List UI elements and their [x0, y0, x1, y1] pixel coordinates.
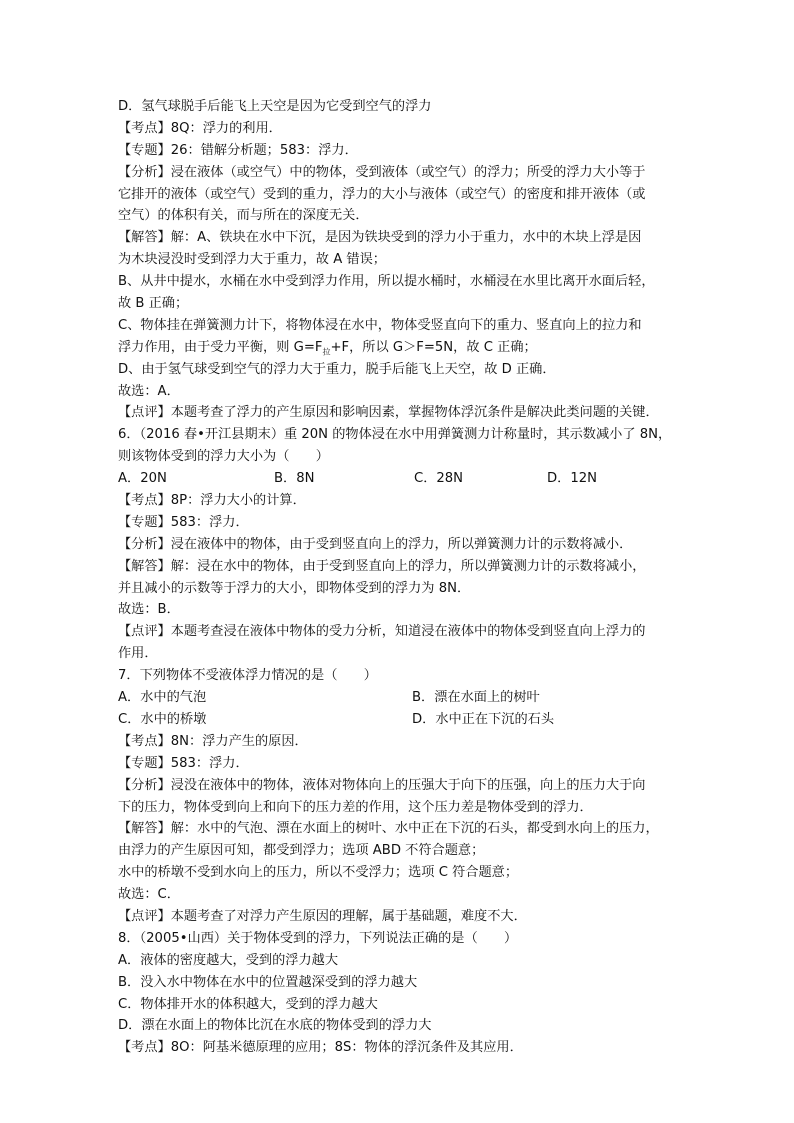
q6-options: [118, 468, 678, 490]
q5-jieda-line-1: 【解答】解：A、铁块在水中下沉，是因为铁块受到的浮力小于重力，水中的木块上浮是因: [118, 230, 642, 246]
q7-jieda-line-3: 水中的桥墩不受到水向上的压力，所以不受浮力；选项 C 符合题意；: [118, 865, 519, 881]
q6-option-d: D．12N: [547, 471, 597, 487]
q6-answer: 故选：B．: [118, 602, 180, 618]
q8-option-d: D．漂在水面上的物体比沉在水底的物体受到的浮力大: [118, 1018, 432, 1034]
q5-option-d: D．氢气球脱手后能飞上天空是因为它受到空气的浮力: [118, 99, 432, 114]
document-page: [118, 96, 678, 1059]
q5-jieda-subscript: 拉: [322, 347, 331, 357]
q7-jieda-line-1: 【解答】解：水中的气泡、漂在水面上的树叶、水中正在下沉的石头，都受到水向上的压力，: [118, 821, 659, 837]
q5-jieda-line-6: [118, 337, 678, 359]
q7-stem: 7．下列物体不受液体浮力情况的是（ ）: [118, 668, 377, 684]
q7-answer: 故选：C．: [118, 887, 180, 903]
q7-kaodian: 【考点】8N：浮力产生的原因．: [118, 733, 308, 749]
q8-option-b: B．没入水中物体在水中的位置越深受到的浮力越大: [118, 974, 418, 990]
q7-options-row-1: [118, 687, 678, 709]
q6-kaodian: 【考点】8P：浮力大小的计算．: [118, 493, 306, 509]
q5-jieda-line-6-b: +F，所以 G＞F=5N，故 C 正确；: [330, 339, 537, 355]
q7-option-a: A．水中的气泡: [118, 690, 207, 706]
q6-stem-line-1: 6．（2016 春•开江县期末）重 20N 的物体浸在水中用弹簧测力计称量时，其示数减小了 8N，: [118, 427, 672, 443]
q5-jieda-line-3: B、从井中提水，水桶在水中受到浮力作用，所以提水桶时，水桶浸在水里比离开水面后轻，: [118, 274, 655, 290]
q5-jieda-line-5: C、物体挂在弹簧测力计下，将物体浸在水中，物体受竖直向下的重力、竖直向上的拉力和: [118, 317, 642, 333]
q7-options-row-2: [118, 709, 678, 731]
q7-option-c: C．水中的桥墩: [118, 711, 207, 727]
q5-answer: 故选：A．: [118, 383, 180, 399]
q5-jieda-line-4: 故 B 正确；: [118, 296, 189, 312]
q6-option-a: A．20N: [118, 471, 167, 487]
q7-option-d: D．水中正在下沉的石头: [412, 711, 555, 727]
q6-dianping-line-2: 作用．: [118, 646, 158, 662]
q8-stem: 8．（2005•山西）关于物体受到的浮力，下列说法正确的是（ ）: [118, 930, 518, 946]
q6-zhuanti: 【专题】583：浮力．: [118, 514, 249, 530]
q5-fenxi-line-2: 它排开的液体（或空气）受到的重力，浮力的大小与液体（或空气）的密度和排开液体（或: [118, 186, 646, 202]
q6-option-c: C．28N: [414, 471, 464, 487]
q7-dianping: 【点评】本题考查了对浮力产生原因的理解，属于基础题，难度不大．: [118, 908, 527, 924]
q5-jieda-line-2: 为木块浸没时受到浮力大于重力，故 A 错误；: [118, 252, 386, 268]
q5-dianping: 【点评】本题考查了浮力的产生原因和影响因素，掌握物体浮沉条件是解决此类问题的关键．: [118, 405, 659, 421]
q8-kaodian: 【考点】8O：阿基米德原理的应用；8S：物体的浮沉条件及其应用．: [118, 1040, 523, 1056]
q5-jieda-line-7: D、由于氢气球受到空气的浮力大于重力，脱手后能飞上天空，故 D 正确．: [118, 361, 556, 377]
q5-fenxi-line-3: 空气）的体积有关，而与所在的深度无关．: [118, 208, 369, 224]
q6-stem-line-2: 则该物体受到的浮力大小为（ ）: [118, 449, 329, 465]
q6-dianping-line-1: 【点评】本题考查浸在液体中物体的受力分析，知道浸在液体中的物体受到竖直向上浮力的: [118, 624, 646, 640]
q7-fenxi-line-2: 下的压力，物体受到向上和向下的压力差的作用，这个压力差是物体受到的浮力．: [118, 799, 593, 815]
q7-zhuanti: 【专题】583：浮力．: [118, 755, 249, 771]
q6-option-b: B．8N: [274, 471, 315, 487]
q5-fenxi-line-1: 【分析】浸在液体（或空气）中的物体，受到液体（或空气）的浮力；所受的浮力大小等于: [118, 164, 646, 180]
q5-kaodian: 【考点】8Q：浮力的利用．: [118, 120, 282, 136]
q5-zhuanti: 【专题】26：错解分析题；583：浮力．: [118, 142, 358, 158]
q7-fenxi-line-1: 【分析】浸没在液体中的物体，液体对物体向上的压强大于向下的压强，向上的压力大于向: [118, 777, 646, 793]
q6-jieda-line-2: 并且减小的示数等于浮力的大小，即物体受到的浮力为 8N．: [118, 580, 471, 596]
q6-jieda-line-1: 【解答】解：浸在水中的物体，由于受到竖直向上的浮力，所以弹簧测力计的示数将减小，: [118, 558, 646, 574]
q7-jieda-line-2: 由浮力的产生原因可知，都受到浮力；选项 ABD 不符合题意；: [118, 843, 485, 859]
q6-fenxi: 【分析】浸在液体中的物体，由于受到竖直向上的浮力，所以弹簧测力计的示数将减小．: [118, 536, 633, 552]
q8-option-a: A．液体的密度越大，受到的浮力越大: [118, 952, 339, 968]
q5-jieda-line-6-a: 浮力作用，由于受力平衡，则 G=F: [118, 339, 323, 355]
q7-option-b: B．漂在水面上的树叶: [412, 690, 540, 706]
q8-option-c: C．物体排开水的体积越大，受到的浮力越大: [118, 996, 378, 1012]
